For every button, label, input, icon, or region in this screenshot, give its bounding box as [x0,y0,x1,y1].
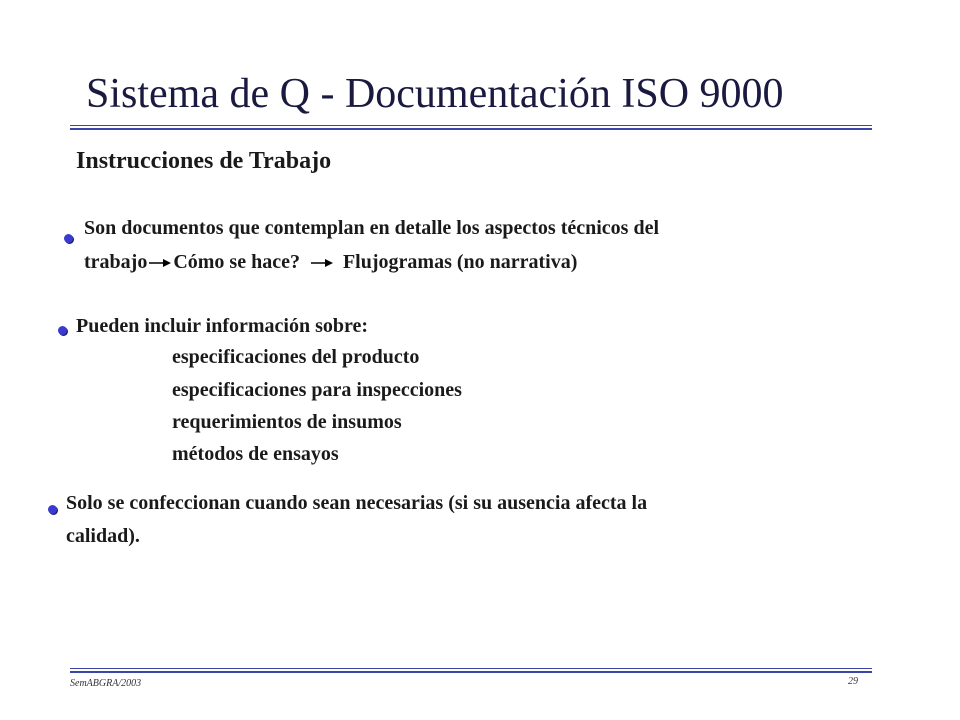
bullet-dot-1 [64,234,73,243]
list-item: especificaciones del producto [172,346,420,368]
footer-rule-bottom [70,671,872,673]
bullet-2-intro: Pueden incluir información sobre: [76,315,369,337]
list-item: especificaciones para inspecciones [172,379,462,401]
bullet-dot-2 [58,326,67,335]
footer-rule-top [70,668,872,669]
footer-credit: SemABGRA/2003 [70,678,142,689]
bullet-1-line-1: Son documentos que contemplan en detalle los aspectos técnicos del [84,217,659,239]
bullet-3-line-2: calidad). [66,525,140,547]
bullet-1-part-flujogramas: Flujogramas (no narrativa) [342,251,578,273]
page-number: 29 [848,676,858,687]
title-rule-bottom [70,128,872,130]
bullet-1-part-trabajo: trabajo [84,251,148,273]
section-subtitle: Instrucciones de Trabajo [76,148,332,174]
list-item: métodos de ensayos [172,443,339,465]
bullet-dot-3 [48,505,57,514]
bullet-1-part-como: Cómo se hace? [173,251,300,273]
slide-title: Sistema de Q - Documentación ISO 9000 [86,71,784,117]
right-arrow-icon [311,258,333,268]
bullet-1-line-2 [84,247,577,277]
list-item: requerimientos de insumos [172,411,402,433]
right-arrow-icon [149,258,171,268]
title-rule-top [70,125,872,126]
bullet-3-line-1: Solo se confeccionan cuando sean necesarias (si su ausencia afecta la [66,492,648,514]
